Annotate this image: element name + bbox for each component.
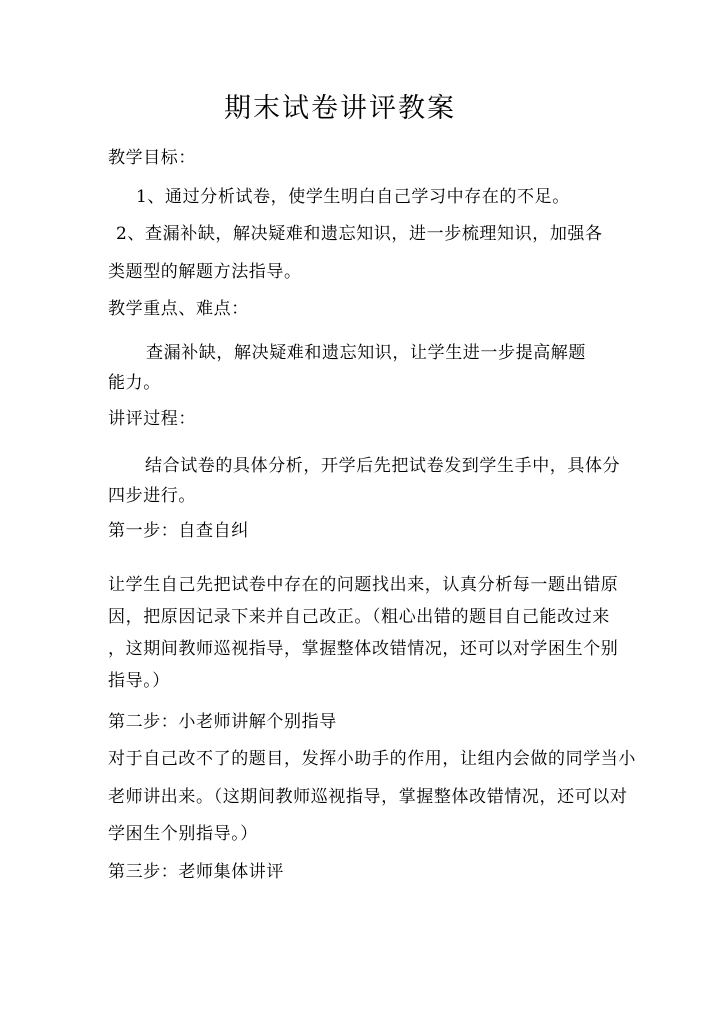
step-1-line-1: 让学生自己先把试卷中存在的问题找出来，认真分析每一题出错原: [108, 575, 619, 595]
step-2-line-1: 对于自己改不了的题目，发挥小助手的作用，让组内会做的同学当小: [108, 749, 636, 769]
key-points-line-2: 能力。: [108, 373, 161, 393]
step-1-line-2: 因，把原因记录下来并自己改正。（粗心出错的题目自己能改过来: [108, 607, 610, 627]
step-1-line-3: ，这期间教师巡视指导，掌握整体改错情况，还可以对学困生个别: [108, 639, 619, 659]
step-2-line-2: 老师讲出来。（这期间教师巡视指导，掌握整体改错情况，还可以对: [108, 787, 628, 807]
goal-item-2-line-1: 2、查漏补缺，解决疑难和遗忘知识，进一步梳理知识，加强各: [116, 224, 603, 244]
goal-item-2-line-2: 类题型的解题方法指导。: [108, 262, 302, 282]
step-1-heading: 第一步：自查自纠: [108, 521, 249, 541]
step-2-heading: 第二步：小老师讲解个别指导: [108, 712, 337, 732]
section-heading-goals: 教学目标：: [108, 148, 196, 168]
step-3-heading: 第三步：老师集体讲评: [108, 862, 284, 882]
step-1-line-4: 指导。）: [108, 671, 170, 691]
step-2-line-3: 学困生个别指导。）: [108, 824, 258, 844]
section-heading-process: 讲评过程：: [108, 409, 196, 429]
process-intro-line-2: 四步进行。: [108, 486, 196, 506]
section-heading-key-points: 教学重点、难点：: [108, 299, 249, 319]
key-points-line-1: 查漏补缺，解决疑难和遗忘知识，让学生进一步提高解题: [146, 343, 586, 363]
process-intro-line-1: 结合试卷的具体分析，开学后先把试卷发到学生手中，具体分: [145, 456, 621, 476]
goal-item-1: 1、通过分析试卷，使学生明白自己学习中存在的不足。: [136, 187, 570, 207]
document-title: 期末试卷讲评教案: [224, 93, 456, 124]
